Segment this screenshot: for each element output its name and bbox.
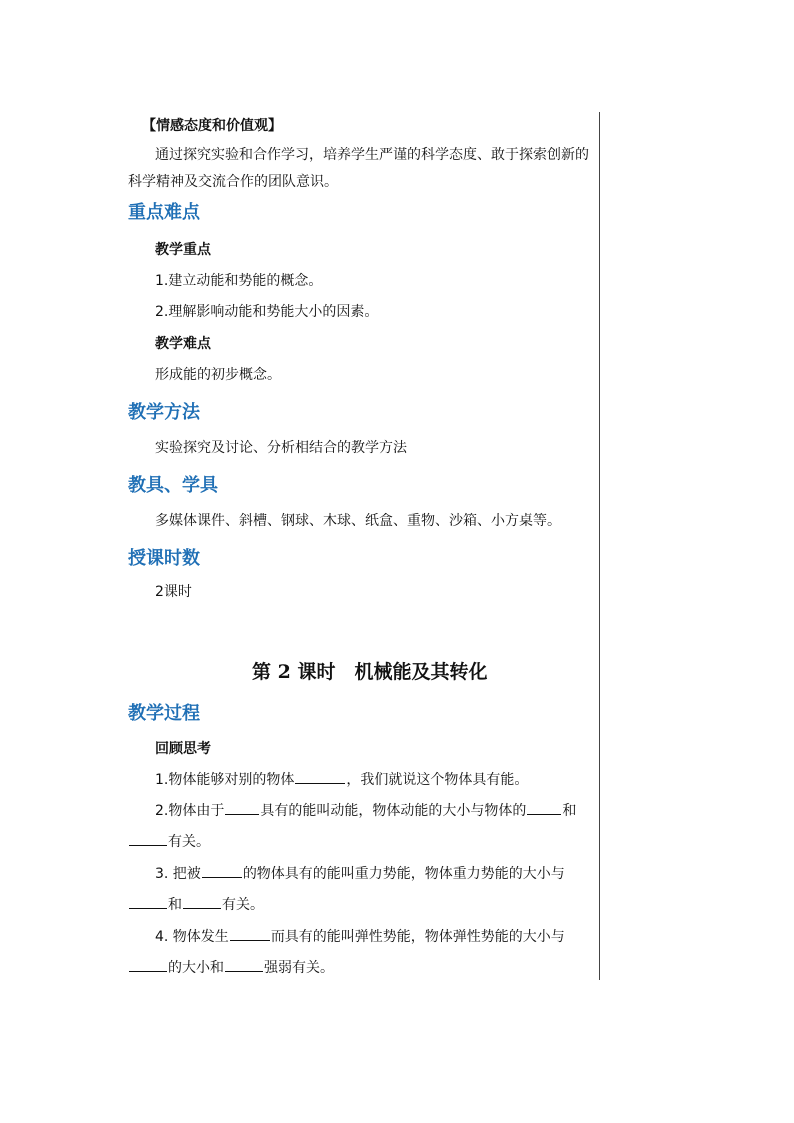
question-4-text-d: 强弱有关。	[264, 960, 334, 976]
difficulty-title: 教学难点	[155, 336, 211, 352]
question-4-text-c: 的大小和	[168, 960, 224, 976]
question-2-text-d: 有关。	[168, 834, 210, 850]
tools-heading: 教具、学具	[128, 475, 218, 496]
question-3-line2	[128, 894, 264, 914]
lesson2-title: 第 2 课时 机械能及其转化	[252, 661, 488, 683]
question-2-text-a: 2.物体由于	[155, 803, 225, 819]
question-2-text-c: 和	[562, 803, 577, 819]
right-margin-rule	[599, 112, 600, 980]
question-3-text-c: 和	[168, 897, 182, 913]
answer-blank	[129, 957, 167, 972]
affective-paragraph-line1: 通过探究实验和合作学习，培养学生严谨的科学态度、敢于探索创新的	[155, 147, 589, 163]
answer-blank	[225, 800, 259, 815]
question-3-line1	[155, 863, 565, 883]
answer-blank	[183, 894, 221, 909]
tools-text: 多媒体课件、斜槽、钢球、木球、纸盒、重物、沙箱、小方桌等。	[155, 513, 561, 529]
affective-paragraph-line2: 科学精神及交流合作的团队意识。	[128, 174, 338, 190]
focus-item-1: 1.建立动能和势能的概念。	[155, 273, 323, 289]
question-3-text-a: 3. 把被	[155, 866, 201, 882]
focus-item-2: 2.理解影响动能和势能大小的因素。	[155, 304, 379, 320]
answer-blank	[225, 957, 263, 972]
question-1-text-b: ，我们就说这个物体具有能。	[346, 772, 529, 788]
review-title: 回顾思考	[155, 741, 211, 757]
process-heading: 教学过程	[128, 703, 200, 724]
question-2-text-b: 具有的能叫动能，物体动能的大小与物体的	[260, 803, 527, 819]
methods-heading: 教学方法	[128, 402, 200, 423]
answer-blank	[295, 769, 345, 784]
hours-text: 2课时	[155, 584, 192, 600]
question-3-text-d: 有关。	[222, 897, 264, 913]
answer-blank	[230, 926, 270, 941]
question-4-line2	[128, 957, 334, 977]
methods-text: 实验探究及讨论、分析相结合的教学方法	[155, 440, 407, 456]
affective-title: 【情感态度和价值观】	[142, 118, 282, 134]
question-1	[155, 769, 528, 789]
question-2-line2	[128, 831, 210, 851]
question-4-text-a: 4. 物体发生	[155, 929, 229, 945]
key-points-heading: 重点难点	[128, 202, 200, 223]
question-1-text-a: 1.物体能够对别的物体	[155, 772, 295, 788]
answer-blank	[129, 894, 167, 909]
question-4-line1	[155, 926, 565, 946]
focus-title: 教学重点	[155, 242, 211, 258]
question-2-line1	[155, 800, 576, 820]
answer-blank	[129, 831, 167, 846]
question-4-text-b: 而具有的能叫弹性势能，物体弹性势能的大小与	[270, 929, 565, 945]
answer-blank	[527, 800, 561, 815]
answer-blank	[202, 863, 242, 878]
hours-heading: 授课时数	[128, 548, 200, 569]
question-3-text-b: 的物体具有的能叫重力势能，物体重力势能的大小与	[242, 866, 565, 882]
difficulty-text: 形成能的初步概念。	[155, 367, 281, 383]
